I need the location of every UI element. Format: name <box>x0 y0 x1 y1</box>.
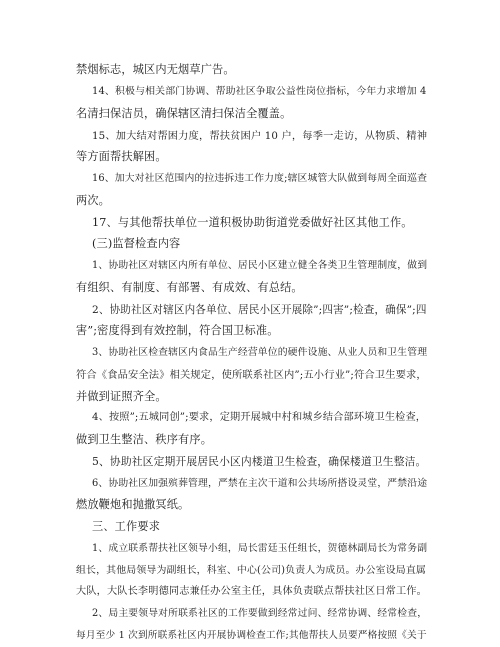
text-line: 2、协助社区对辖区内各单位、居民小区开展除”;四害”;检查，确保”;四 <box>92 304 427 316</box>
text-line: 14、积极与相关部门协调、帮助社区争取公益性岗位指标，今年力求增加 4 <box>92 86 427 97</box>
text-line: 大队，大队长李明德同志兼任办公室主任，具体负责联点帮扶社区日常工作。 <box>76 586 427 597</box>
section-heading: 三、工作要求 <box>92 520 161 533</box>
text-line: 组长，其他局领导为副组长，科室、中心(公司)负责人为成员。办公室设局直属 <box>76 565 426 576</box>
section-heading: (三)监督检查内容 <box>92 237 181 250</box>
text-line: 2、局主要领导对所联系社区的工作要做到经常过问、经常协调、经常检查， <box>92 608 428 619</box>
text-line: 16、加大对社区范围内的拉违拆违工作力度;辖区城管大队做到每周全面巡查 <box>92 173 428 184</box>
text-line: 做到卫生整洁、秩序有序。 <box>76 433 213 446</box>
text-line: 害”;密度得到有效控制，符合国卫标准。 <box>76 324 279 337</box>
text-line: 6、协助社区加强殡葬管理，严禁在主次干道和公共场所搭设灵堂，严禁沿途 <box>92 478 428 489</box>
text-line: 有组织、有制度、有部署、有成效、有总结。 <box>76 281 303 294</box>
text-line: 1、成立联系帮扶社区领导小组，局长雷廷玉任组长，贺德林副局长为常务副 <box>92 543 428 554</box>
text-line: 并做到证照齐全。 <box>76 390 167 403</box>
text-line: 两次。 <box>76 194 111 207</box>
text-line: 名清扫保洁员，确保辖区清扫保洁全覆盖。 <box>76 107 292 120</box>
text-line: 燃放鞭炮和抛撒冥纸。 <box>76 498 190 511</box>
text-line: 1、协助社区对辖区内所有单位、居民小区建立健全各类卫生管理制度，做到 <box>92 260 428 271</box>
text-line: 3、协助社区检查辖区内食品生产经营单位的硬件设施、从业人员和卫生管理 <box>92 347 428 358</box>
text-line: 符合《食品安全法》相关规定，使所联系社区内”;五小行业”;符合卫生要求， <box>76 369 427 381</box>
text-line: 等方面帮扶解困。 <box>76 150 167 163</box>
text-line: 5、协助社区定期开展居民小区内楼道卫生检查，确保楼道卫生整洁。 <box>92 455 427 468</box>
text-line: 15、加大结对帮困力度，帮扶贫困户 10 户，每季一走访，从物质、精神 <box>92 130 428 142</box>
text-line: 禁烟标志，城区内无烟草广告。 <box>76 63 235 76</box>
text-line: 17、与其他帮扶单位一道积极协助街道党委做好社区其他工作。 <box>92 216 413 229</box>
text-line: 每月至少 1 次到所联系社区内开展协调检查工作;其他帮扶人员要严格按照《关于 <box>76 630 427 641</box>
text-line: 4、按照”;五城同创”;要求，定期开展城中村和城乡结合部环境卫生检查， <box>92 412 427 423</box>
